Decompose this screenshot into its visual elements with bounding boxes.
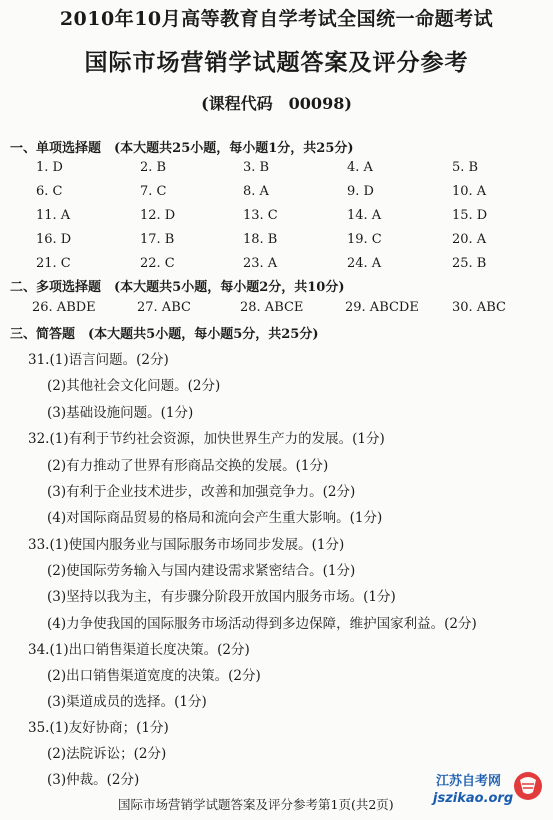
answer-item: 22. C: [140, 256, 175, 271]
answer-item: 24. A: [347, 256, 382, 271]
answer-item: 18. B: [243, 232, 278, 247]
answer-item: 27. ABC: [137, 300, 191, 315]
answer-item: 10. A: [452, 184, 487, 199]
answer-item: 4. A: [347, 160, 373, 175]
short-answer-line: (2)法院诉讼；(2分): [47, 746, 167, 762]
answer-item: 25. B: [452, 256, 487, 271]
answer-item: 26. ABDE: [32, 300, 96, 315]
answer-item: 23. A: [243, 256, 278, 271]
site-logo-icon: [470, 760, 550, 820]
short-answer-line: 33.(1)使国内服务业与国际服务市场同步发展。(1分): [28, 537, 345, 553]
section-single-choice-heading: 一、单项选择题 (本大题共25小题，每小题1分，共25分): [10, 141, 354, 156]
answer-item: 19. C: [347, 232, 382, 247]
short-answer-line: (2)有力推动了世界有形商品交换的发展。(1分): [47, 458, 329, 474]
answer-item: 20. A: [452, 232, 487, 247]
watermark-url: jszikao.org: [433, 791, 514, 806]
answer-item: 2. B: [140, 160, 167, 175]
short-answer-line: (2)使国际劳务输入与国内建设需求紧密结合。(1分): [47, 563, 356, 579]
section-multi-choice-heading: 二、多项选择题 (本大题共5小题，每小题2分，共10分): [10, 280, 345, 295]
answer-item: 9. D: [347, 184, 374, 199]
short-answer-line: (3)基础设施问题。(1分): [47, 405, 194, 421]
short-answer-line: (3)坚持以我为主，有步骤分阶段开放国内服务市场。(1分): [47, 589, 396, 605]
answer-item: 5. B: [452, 160, 479, 175]
answer-item: 17. B: [140, 232, 175, 247]
answer-item: 8. A: [243, 184, 269, 199]
watermark-cn: 江苏自考网: [436, 774, 502, 789]
short-answer-line: (3)有利于企业技术进步，改善和加强竞争力。(2分): [47, 484, 356, 500]
subject-title: 国际市场营销学试题答案及评分参考: [84, 49, 469, 76]
exam-title: 2010年10月高等教育自学考试全国统一命题考试: [59, 8, 494, 30]
short-answer-line: 35.(1)友好协商；(1分): [28, 720, 169, 736]
short-answer-line: (4)对国际商品贸易的格局和流向会产生重大影响。(1分): [47, 510, 383, 526]
short-answer-line: 32.(1)有利于节约社会资源，加快世界生产力的发展。(1分): [28, 431, 385, 447]
answer-item: 13. C: [243, 208, 278, 223]
answer-item: 7. C: [140, 184, 167, 199]
answer-item: 15. D: [452, 208, 488, 223]
answer-item: 3. B: [243, 160, 270, 175]
section-short-answer-heading: 三、简答题 (本大题共5小题，每小题5分，共25分): [10, 327, 319, 342]
course-code: (课程代码 00098): [201, 94, 352, 113]
answer-item: 29. ABCDE: [345, 300, 419, 315]
answer-item: 1. D: [36, 160, 63, 175]
answer-item: 12. D: [140, 208, 176, 223]
short-answer-line: 31.(1)语言问题。(2分): [28, 352, 169, 368]
answer-item: 14. A: [347, 208, 382, 223]
short-answer-line: (3)渠道成员的选择。(1分): [47, 694, 207, 710]
answer-item: 6. C: [36, 184, 63, 199]
answer-item: 21. C: [36, 256, 71, 271]
answer-item: 11. A: [36, 208, 71, 223]
answer-item: 16. D: [36, 232, 72, 247]
short-answer-line: 34.(1)出口销售渠道长度决策。(2分): [28, 642, 250, 658]
page-footer: 国际市场营销学试题答案及评分参考第1页(共2页): [118, 797, 394, 812]
answer-item: 30. ABC: [452, 300, 506, 315]
short-answer-line: (3)仲裁。(2分): [47, 772, 140, 788]
short-answer-line: (4)力争使我国的国际服务市场活动得到多边保障，维护国家利益。(2分): [47, 616, 477, 632]
answer-item: 28. ABCE: [240, 300, 304, 315]
short-answer-line: (2)其他社会文化问题。(2分): [47, 378, 221, 394]
short-answer-line: (2)出口销售渠道宽度的决策。(2分): [47, 668, 261, 684]
